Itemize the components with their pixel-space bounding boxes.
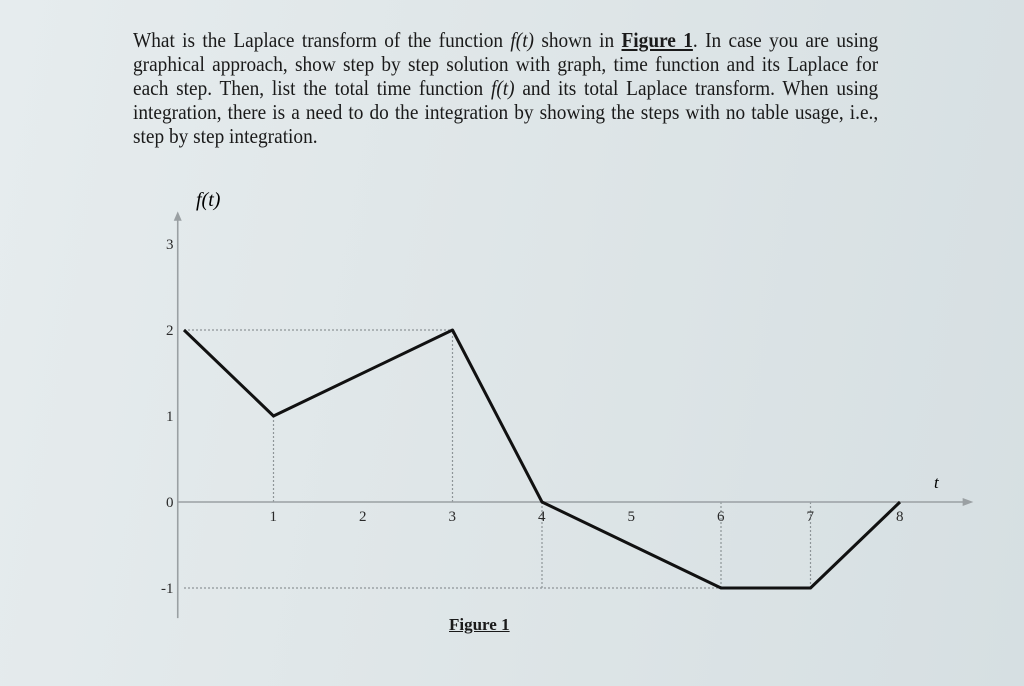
function-ref-2: f(t) — [490, 76, 515, 100]
y-axis-label: f(t) — [196, 189, 221, 211]
x-axis-label: t — [934, 473, 939, 492]
function-curve — [184, 330, 900, 588]
y-tick-label: 3 — [166, 237, 174, 253]
question-part-3: . In case you are using graphical approach, show step by step solution with graph, time function and its Laplace for each step. Then, list the total time function — [133, 28, 879, 100]
y-tick-label: -1 — [161, 581, 174, 597]
y-tick-label: 0 — [166, 495, 174, 511]
figure-reference: Figure 1 — [621, 28, 693, 52]
x-axis-arrow — [963, 498, 974, 506]
x-tick-label: 8 — [896, 509, 904, 525]
y-tick-label: 2 — [166, 323, 174, 339]
y-tick-label: 1 — [166, 409, 174, 425]
x-tick-label: 5 — [627, 509, 635, 525]
figure-caption: Figure 1 — [449, 615, 510, 634]
function-ref-1: f(t) — [510, 28, 534, 52]
axes — [174, 211, 974, 618]
x-tick-label: 3 — [448, 509, 456, 525]
x-tick-label: 6 — [717, 509, 725, 525]
guide-lines — [184, 330, 811, 588]
x-tick-label: 2 — [359, 509, 367, 525]
y-axis-arrow — [174, 211, 182, 220]
function-line — [184, 330, 900, 588]
x-tick-label: 4 — [538, 509, 546, 525]
tick-labels — [161, 237, 904, 597]
question-part-1: What is the Laplace transform of the function — [133, 28, 511, 52]
question-part-2: shown in — [533, 28, 622, 52]
question-part-4: and its total Laplace transform. When using integration, there is a need to do the integration by showing the steps with no table usage, i.e., step by step integration. — [133, 76, 879, 148]
x-tick-label: 1 — [269, 509, 277, 525]
x-tick-label: 7 — [806, 509, 814, 525]
